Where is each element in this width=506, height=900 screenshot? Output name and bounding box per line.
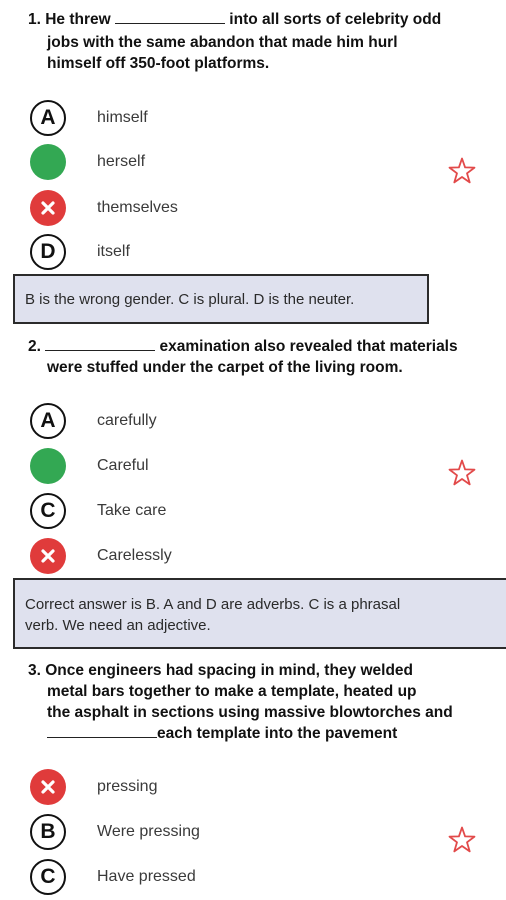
star-icon[interactable]	[447, 825, 477, 855]
explanation-text-line-1: Correct answer is B. A and D are adverbs. C is a phrasal	[25, 596, 401, 613]
option-c-badge: C	[30, 859, 66, 895]
question-1-option-d[interactable]	[30, 232, 430, 272]
star-icon[interactable]	[447, 156, 477, 186]
explanation-text-line-2: verb. We need an adjective.	[25, 617, 211, 634]
option-label: herself	[97, 153, 146, 170]
question-3-option-b[interactable]	[30, 812, 430, 852]
question-3-text-line-3: the asphalt in sections using massive blowtorches and	[47, 704, 453, 721]
question-2-text-line-2: were stuffed under the carpet of the living room.	[47, 359, 403, 376]
option-b-badge: B	[30, 814, 66, 850]
question-2-option-b[interactable]	[30, 446, 430, 486]
correct-answer-icon	[30, 448, 66, 484]
question-1-option-c[interactable]	[30, 188, 430, 228]
option-a-badge: A	[30, 100, 66, 136]
option-a-badge: A	[30, 403, 66, 439]
question-1-option-a[interactable]	[30, 98, 430, 138]
option-label: themselves	[97, 199, 178, 216]
answer-blank	[47, 723, 157, 738]
question-2-text: 2. examination also revealed that materials	[28, 338, 458, 355]
explanation-box	[13, 578, 506, 649]
option-label: carefully	[97, 412, 157, 429]
question-3-option-a[interactable]	[30, 767, 430, 807]
x-mark-icon	[30, 769, 66, 805]
option-c-badge: C	[30, 493, 66, 529]
explanation-text: B is the wrong gender. C is plural. D is the neuter.	[25, 291, 355, 308]
option-label: Careful	[97, 457, 149, 474]
question-1-text-line-3: himself off 350-foot platforms.	[47, 55, 270, 72]
question-1-text: 1. He threw into all sorts of celebrity odd	[28, 11, 442, 28]
question-1-option-b[interactable]	[30, 142, 430, 182]
option-label: Have pressed	[97, 868, 196, 885]
option-label: itself	[97, 243, 130, 260]
option-label: pressing	[97, 778, 158, 795]
explanation-box	[13, 274, 429, 324]
star-icon[interactable]	[447, 458, 477, 488]
question-3-text-line-4: each template into the pavement	[47, 723, 397, 744]
question-2-option-d[interactable]	[30, 536, 430, 576]
answer-blank	[45, 336, 155, 351]
question-1-text-line-2: jobs with the same abandon that made him hurl	[47, 34, 398, 51]
option-label: Were pressing	[97, 823, 200, 840]
question-2-option-a[interactable]	[30, 401, 430, 441]
answer-blank	[115, 9, 225, 24]
option-label: himself	[97, 109, 148, 126]
correct-answer-icon	[30, 144, 66, 180]
x-mark-icon	[30, 190, 66, 226]
x-mark-icon	[30, 538, 66, 574]
question-3-text: 3. Once engineers had spacing in mind, they welded	[28, 662, 414, 679]
question-2-option-c[interactable]	[30, 491, 430, 531]
option-label: Take care	[97, 502, 167, 519]
option-d-badge: D	[30, 234, 66, 270]
option-label: Carelessly	[97, 547, 172, 564]
question-3-text-line-2: metal bars together to make a template, heated up	[47, 683, 417, 700]
question-3-option-c[interactable]	[30, 857, 430, 897]
